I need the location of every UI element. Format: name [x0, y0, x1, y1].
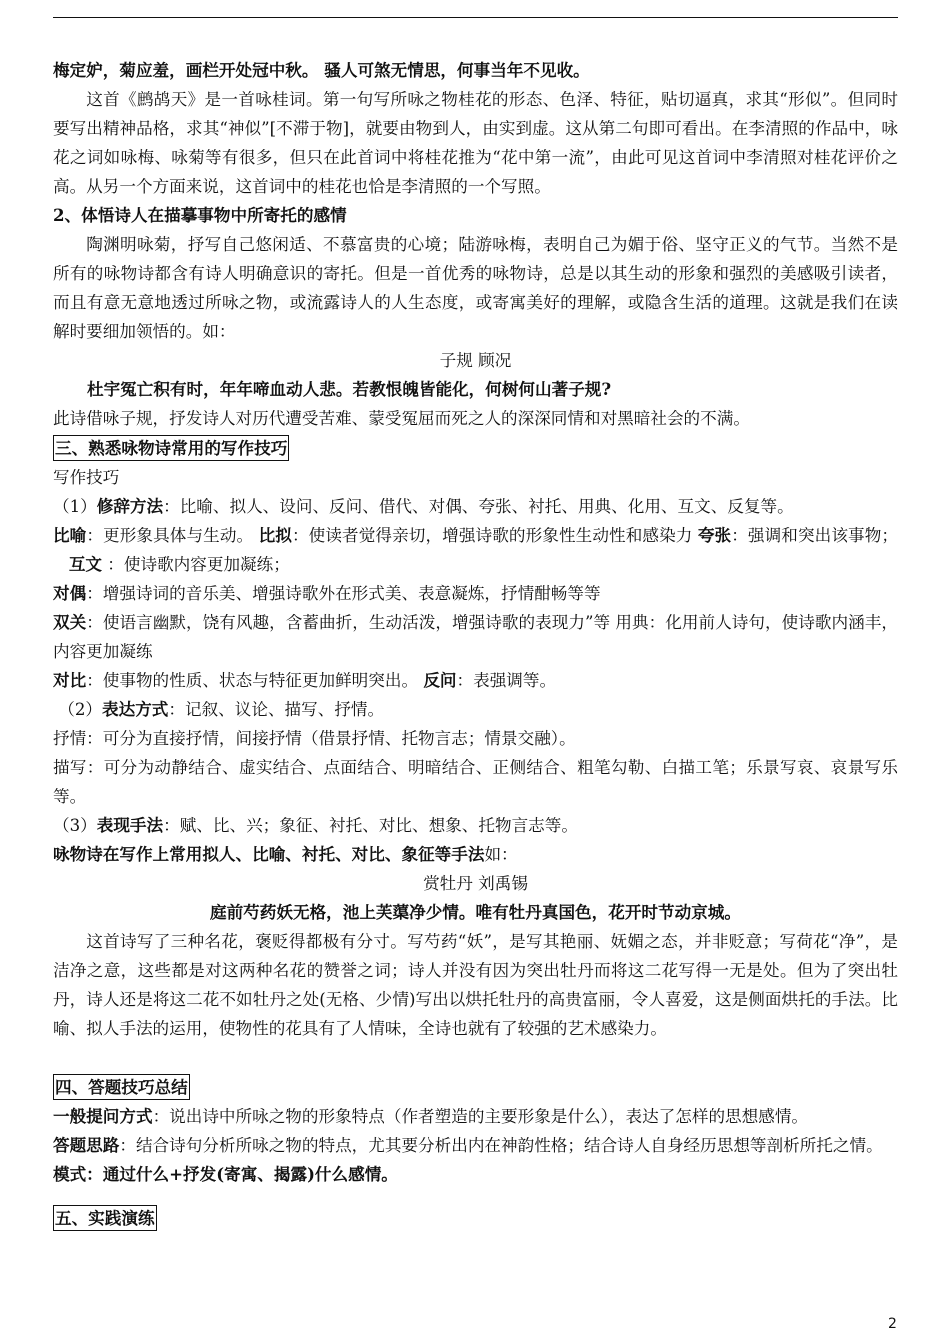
- shuangguan-line: [53, 608, 898, 666]
- biaoxian-label: 表现手法: [96, 815, 164, 835]
- miaoxie-line: 描写：可分为动静结合、虚实结合、点面结合、明暗结合、正侧结合、粗笔勾勒、白描工笔；乐景写哀、哀景写乐等。: [53, 758, 898, 806]
- biaoxian-prefix: （3）: [53, 816, 97, 835]
- biyu-text: ：更形象具体与生动。: [86, 526, 259, 545]
- yongwu-line: [53, 840, 898, 869]
- duibi-text: ：使事物的性质、状态与特征更加鲜明突出。: [86, 671, 424, 690]
- silu-line: [53, 1131, 898, 1160]
- yongwu-text: 如：: [484, 845, 518, 864]
- header-rule: [53, 17, 898, 18]
- paragraph-mudan: 这首诗写了三种名花，褒贬得都极有分寸。写芍药“妖”，是写其艳丽、妩媚之态，并非贬意；写荷花“净”，是洁净之意，这些都是对这两种名花的赞誉之词；诗人并没有因为突出牡丹而将这二花写得一无是处。但为了突出牡丹，诗人还是将这二花不如牡丹之处(无格、少情)写出以烘托牡丹的高贵富丽，令人喜爱，这是侧面烘托的手法。比喻、拟人手法的运用，使物性的花具有了人情味，全诗也就有了较强的艺术感染力。: [53, 932, 898, 1038]
- section-3-title: 三、熟悉咏物诗常用的写作技巧: [53, 435, 289, 461]
- biaoxian-text: ：赋、比、兴；象征、衬托、对比、想象、托物言志等。: [163, 816, 578, 835]
- duibi-label: 对比: [53, 670, 87, 690]
- biaoda-prefix: （2）: [58, 700, 103, 719]
- section-5-title: 五、实践演练: [53, 1205, 157, 1231]
- spacer: [53, 1043, 898, 1072]
- xiuci-prefix: （1）: [53, 497, 97, 516]
- figures-line: [53, 521, 898, 579]
- poem-mudan-line: 庭前芍药妖无格，池上芙蕖净少情。唯有牡丹真国色，花开时节动京城。: [210, 902, 741, 922]
- biaoda-text: ：记叙、议论、描写、抒情。: [168, 700, 385, 719]
- duibi-line: [53, 666, 898, 695]
- xiuci-label: 修辞方法: [96, 496, 164, 516]
- moshi-line: 模式：通过什么+抒发(寄寓、揭露)什么感情。: [53, 1164, 398, 1184]
- kuazhang-text: ：强调和突出该事物；: [731, 526, 899, 545]
- tiwen-line: [53, 1102, 898, 1131]
- paragraph-zigui: 此诗借咏子规，抒发诗人对历代遭受苦难、蒙受冤屈而死之人的深深同情和对黑暗社会的不满。: [53, 409, 750, 428]
- spacer: [53, 1189, 898, 1203]
- huwen-label: 互文: [68, 554, 103, 574]
- duiou-text: ：增强诗词的音乐美、增强诗歌外在形式美、表意凝炼，抒情酣畅等等: [86, 584, 601, 603]
- fanwen-text: ：表强调等。: [456, 671, 557, 690]
- tiwen-text: ：说出诗中所咏之物的形象特点（作者塑造的主要形象是什么），表达了怎样的思想感情。: [152, 1107, 809, 1126]
- duiou-line: [53, 579, 898, 608]
- poem-mudan-title: 赏牡丹 刘禹锡: [423, 874, 528, 893]
- xiuci-text: ：比喻、拟人、设问、反问、借代、对偶、夸张、衬托、用典、化用、互文、反复等。: [163, 497, 794, 516]
- huwen-text: ：使诗歌内容更加凝练；: [102, 555, 290, 574]
- poem-zigui-title: 子规 顾况: [439, 351, 512, 370]
- fanwen-label: 反问: [423, 670, 457, 690]
- silu-text: ：结合诗句分析所咏之物的特点，尤其要分析出内在神韵性格；结合诗人自身经历思想等剖析所托之情。: [119, 1136, 883, 1155]
- xiuci-line: [53, 492, 898, 521]
- bini-text: ：使读者觉得亲切，增强诗歌的形象性生动性和感染力: [292, 526, 698, 545]
- heading-2: 2、体悟诗人在描摹事物中所寄托的感情: [53, 205, 347, 225]
- paragraph-zhegutian: 这首《鹧鸪天》是一首咏桂词。第一句写所咏之物桂花的形态、色泽、特征，贴切逼真，求其“形似”。但同时要写出精神品格，求其“神似”[不滞于物]，就要由物到人，由实到虚。这从第二句即可看出。在李清照的作品中，咏花之词如咏梅、咏菊等有很多，但只在此首词中将桂花推为“花中第一流”，由此可见这首词中李清照对桂花评价之高。从另一个方面来说，这首词中的桂花也恰是李清照的一个写照。: [53, 90, 898, 196]
- shuangguan-text: ：使语言幽默，饶有风趣，含蓄曲折，生动活泼，增强诗歌的表现力”等 用典：化用前人诗句，使诗歌内涵丰，内容更加凝练: [53, 613, 898, 661]
- document-body: [53, 56, 898, 1233]
- biaoda-line: [53, 695, 898, 724]
- silu-label: 答题思路: [53, 1135, 120, 1155]
- page-number: 2: [888, 1316, 897, 1332]
- shuqing-line: 抒情：可分为直接抒情，间接抒情（借景抒情、托物言志；情景交融）。: [53, 729, 576, 748]
- shuangguan-label: 双关: [53, 612, 87, 632]
- biaoxian-line: [53, 811, 898, 840]
- tiwen-label: 一般提问方式: [53, 1106, 153, 1126]
- bini-label: 比拟: [258, 525, 292, 545]
- duiou-label: 对偶: [53, 583, 87, 603]
- yongwu-label: 咏物诗在写作上常用拟人、比喻、衬托、对比、象征等手法: [53, 844, 485, 864]
- section-3-subtitle: 写作技巧: [53, 468, 120, 487]
- section-4-title: 四、答题技巧总结: [53, 1074, 190, 1100]
- biyu-label: 比喻: [53, 525, 87, 545]
- poem-zigui-line: 杜宇冤亡积有时，年年啼血动人悲。若教恨魄皆能化，何树何山著子规?: [87, 379, 612, 399]
- poem-meidingdu-line: 梅定妒，菊应羞，画栏开处冠中秋。 骚人可煞无情思，何事当年不见收。: [53, 60, 590, 80]
- biaoda-label: 表达方式: [102, 699, 169, 719]
- kuazhang-label: 夸张: [697, 525, 732, 545]
- paragraph-tiwu: 陶渊明咏菊，抒写自己悠闲适、不慕富贵的心境；陆游咏梅，表明自己为媚于俗、坚守正义的气节。当然不是所有的咏物诗都含有诗人明确意识的寄托。但是一首优秀的咏物诗，总是以其生动的形象和强烈的美感吸引读者，而且有意无意地透过所咏之物，或流露诗人的人生态度，或寄寓美好的理解，或隐含生活的道理。这就是我们在读解时要细加领悟的。如：: [53, 235, 898, 341]
